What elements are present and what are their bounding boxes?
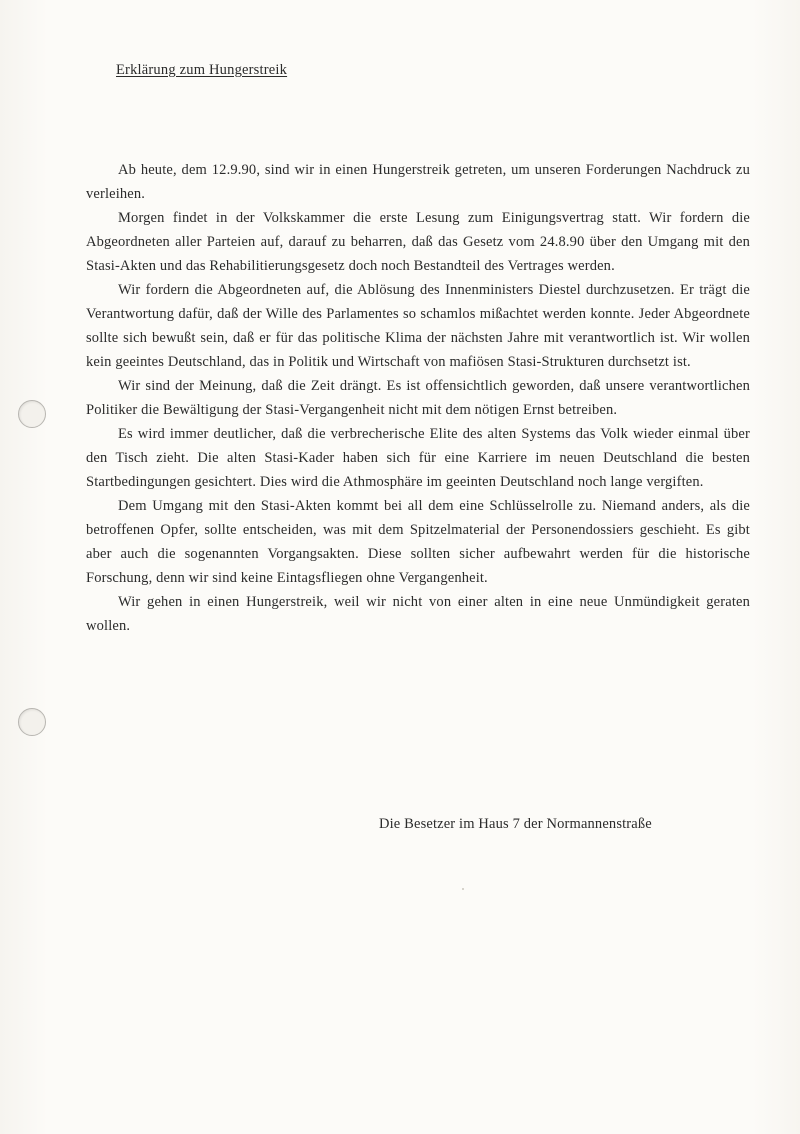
paragraph: Wir gehen in einen Hungerstreik, weil wir nicht von einer alten in eine neue Unmündigkeit geraten wollen. bbox=[86, 594, 750, 634]
paragraph: Ab heute, dem 12.9.90, sind wir in einen Hungerstreik getreten, um unseren Forderungen Nachdruck zu verleihen. bbox=[86, 162, 750, 202]
paragraph: Morgen findet in der Volkskammer die erste Lesung zum Einigungsvertrag statt. Wir fordern die Abgeordneten aller Parteien auf, darauf zu beharren, daß das Gesetz vom 24.8.90 über den Umgang mit den Stasi-Akten und das Rehabilitierungsgesetz doch noch Bestandteil des Vertrages werden. bbox=[86, 210, 750, 274]
document-body bbox=[86, 158, 750, 638]
paper-speck bbox=[462, 888, 464, 890]
punch-hole bbox=[18, 400, 46, 428]
punch-hole bbox=[18, 708, 46, 736]
paragraph: Es wird immer deutlicher, daß die verbrecherische Elite des alten Systems das Volk wieder einmal über den Tisch zieht. Die alten Stasi-Kader haben sich für eine Karriere im neuen Deutschland die besten Startbedingungen gesichtert. Dies wird die Athmosphäre im geeinten Deutschland noch lange vergiften. bbox=[86, 426, 750, 490]
paragraph: Dem Umgang mit den Stasi-Akten kommt bei all dem eine Schlüsselrolle zu. Niemand anders, als die betroffenen Opfer, sollte entscheiden, was mit dem Spitzelmaterial der Personendossiers geschieht. Es gibt aber auch die sogenannten Vorgangsakten. Diese sollten sicher aufbewahrt werden für die historische Forschung, denn wir sind keine Eintagsfliegen ohne Vergangenheit. bbox=[86, 498, 750, 586]
document-title: Erklärung zum Hungerstreik bbox=[116, 62, 288, 78]
paragraph: Wir fordern die Abgeordneten auf, die Ablösung des Innenministers Diestel durchzusetzen. Er trägt die Verantwortung dafür, daß der Wille des Parlamentes so schamlos mißachtet werden konnte. Jeder Abgeordnete sollte sich bewußt sein, daß er für das politische Klima der nächsten Jahre mit verantwortlich ist. Wir wollen kein geeintes Deutschland, das in Politik und Wirtschaft von mafiösen Stasi-Strukturen durchsetzt ist. bbox=[86, 282, 750, 370]
signature: Die Besetzer im Haus 7 der Normannenstraße bbox=[379, 816, 652, 832]
paragraph: Wir sind der Meinung, daß die Zeit drängt. Es ist offensichtlich geworden, daß unsere verantwortlichen Politiker die Bewältigung der Stasi-Vergangenheit nicht mit dem nötigen Ernst betreiben. bbox=[86, 378, 750, 418]
